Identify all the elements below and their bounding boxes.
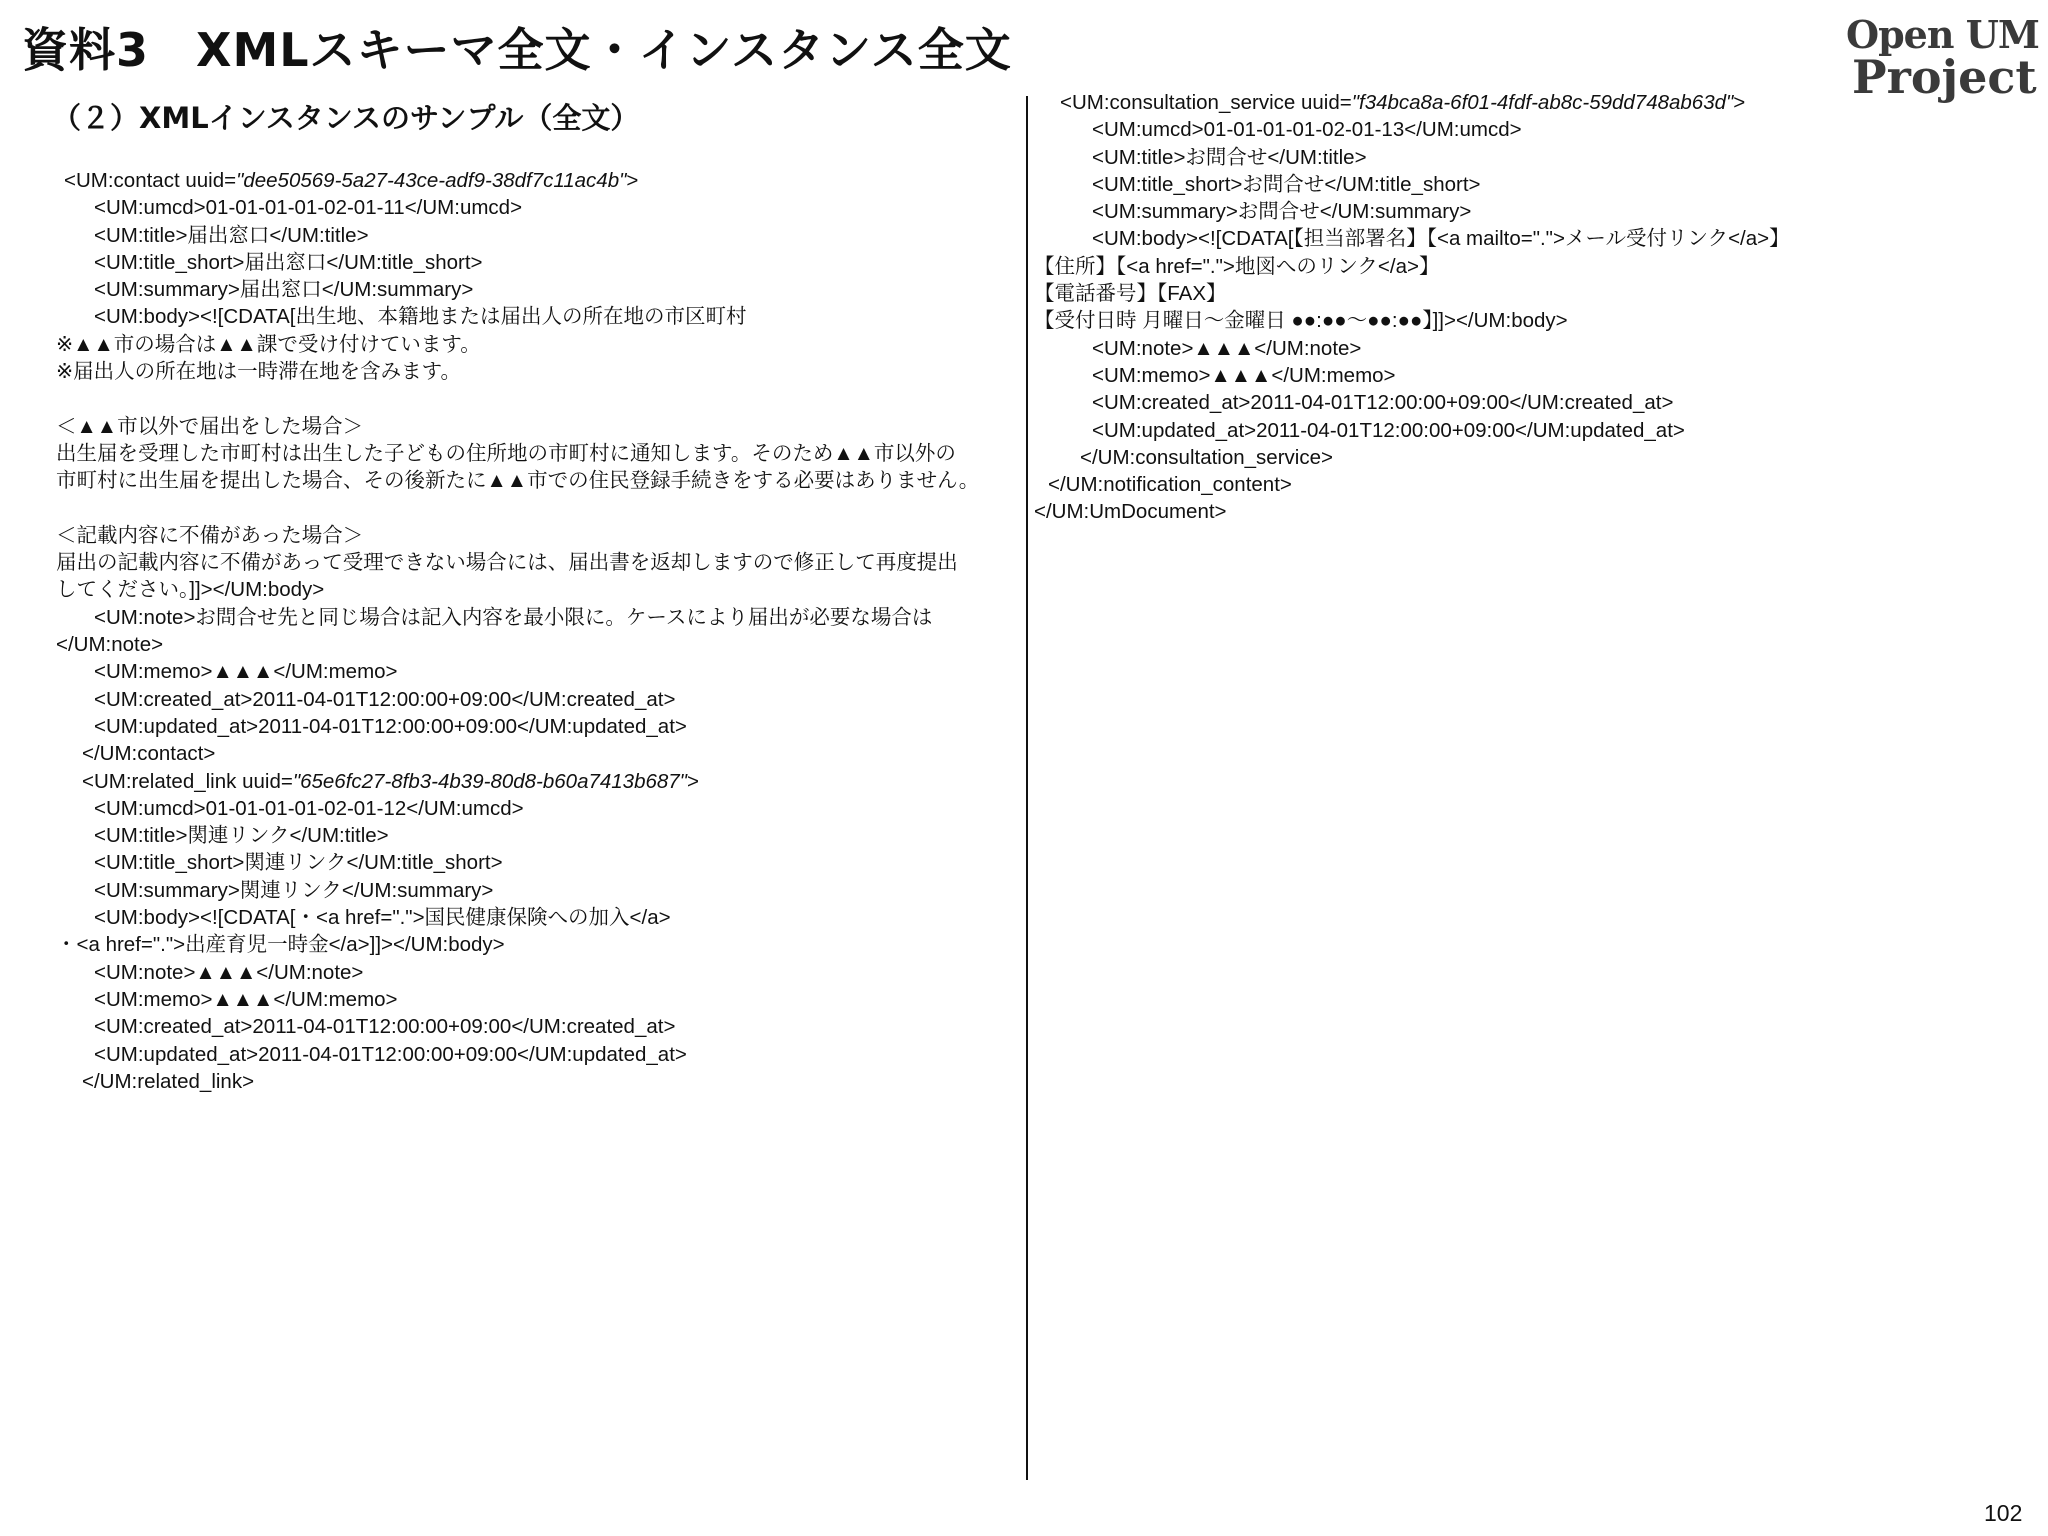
code-text: </UM:contact>: [82, 742, 216, 766]
code-line: [1034, 417, 1994, 444]
code-line: [56, 576, 1026, 603]
code-line: [56, 795, 1026, 822]
code-line: [1034, 171, 1994, 198]
code-line: [1034, 116, 1994, 143]
code-text: <UM:note>▲▲▲</UM:note>: [94, 960, 364, 984]
uuid-value: "65e6fc27-8fb3-4b39-80d8-b60a7413b687": [292, 769, 687, 793]
code-line: [56, 877, 1026, 904]
code-text: <UM:body><![CDATA[【担当部署名】【<a mailto=".">メール受付リンク</a>】: [1092, 227, 1790, 251]
code-line: [1034, 362, 1994, 389]
code-text: ＜▲▲市以外で届出をした場合＞: [56, 414, 364, 438]
code-text: <UM:body><![CDATA[・<a href=".">国民健康保険への加入</a>: [94, 906, 671, 930]
code-text: <UM:body><![CDATA[出生地、本籍地または届出人の所在地の市区町村: [94, 305, 747, 329]
code-line: [56, 249, 1026, 276]
tag-close: >: [686, 769, 699, 793]
code-text: 市町村に出生届を提出した場合、その後新たに▲▲市での住民登録手続きをする必要はありません。: [56, 469, 980, 493]
code-line: [56, 959, 1026, 986]
code-text: <UM:title_short>関連リンク</UM:title_short>: [94, 851, 503, 875]
column-divider: [1026, 96, 1028, 1480]
code-text: ※届出人の所在地は一時滞在地を含みます。: [56, 360, 462, 384]
code-text: </UM:note>: [56, 633, 164, 657]
code-line: [56, 1041, 1026, 1068]
code-text: <UM:updated_at>2011-04-01T12:00:00+09:00</UM:updated_at>: [94, 1042, 687, 1066]
code-text: <UM:title_short>届出窓口</UM:title_short>: [94, 250, 483, 274]
code-text: ※▲▲市の場合は▲▲課で受け付けています。: [56, 332, 481, 356]
code-line: [56, 1068, 1026, 1095]
code-text: </UM:notification_content>: [1048, 473, 1292, 497]
code-text: <UM:title_short>お問合せ</UM:title_short>: [1092, 172, 1481, 196]
code-text: <UM:updated_at>2011-04-01T12:00:00+09:00</UM:updated_at>: [1092, 418, 1685, 442]
code-text: <UM:umcd>01-01-01-01-02-01-11</UM:umcd>: [94, 196, 523, 220]
code-line: [1034, 144, 1994, 171]
code-line: [56, 222, 1026, 249]
code-line: [1034, 225, 1994, 252]
code-text: <UM:umcd>01-01-01-01-02-01-12</UM:umcd>: [94, 796, 524, 820]
code-text: <UM:consultation_service uuid=: [1060, 91, 1352, 114]
code-line: [56, 931, 1026, 958]
code-line: [56, 194, 1026, 221]
code-line: [56, 822, 1026, 849]
section-title: （２）XMLインスタンスのサンプル（全文）: [52, 101, 640, 135]
code-text: <UM:updated_at>2011-04-01T12:00:00+09:00</UM:updated_at>: [94, 714, 687, 738]
code-text: 出生届を受理した市町村は出生した子どもの住所地の市町村に通知します。そのため▲▲市以外の: [56, 441, 956, 465]
code-line: [56, 331, 1026, 358]
code-text: </UM:consultation_service>: [1080, 445, 1333, 469]
code-text: <UM:memo>▲▲▲</UM:memo>: [94, 660, 398, 684]
code-text: <UM:created_at>2011-04-01T12:00:00+09:00</UM:created_at>: [94, 1015, 676, 1039]
code-line: [56, 713, 1026, 740]
code-text: <UM:title>届出窓口</UM:title>: [94, 223, 369, 247]
code-line: [56, 631, 1026, 658]
code-text: <UM:related_link uuid=: [82, 769, 293, 793]
code-text: </UM:UmDocument>: [1034, 500, 1227, 524]
code-line: [1034, 389, 1994, 416]
page-title: 資料3 XMLスキーマ全文・インスタンス全文: [22, 23, 1012, 77]
code-text: ・<a href=".">出産育児一時金</a>]]></UM:body>: [56, 933, 505, 957]
code-text: <UM:summary>届出窓口</UM:summary>: [94, 278, 474, 302]
code-text: <UM:memo>▲▲▲</UM:memo>: [1092, 363, 1396, 387]
code-line: [56, 522, 1026, 549]
code-line: [1034, 280, 1994, 307]
code-line: [56, 768, 1026, 795]
code-text: 【電話番号】【FAX】: [1034, 282, 1227, 306]
code-line: [1034, 89, 1994, 116]
code-line: [56, 849, 1026, 876]
code-line: [56, 495, 1026, 522]
code-line: [1034, 335, 1994, 362]
code-text: <UM:title>関連リンク</UM:title>: [94, 824, 389, 848]
code-line: [56, 686, 1026, 713]
code-text: <UM:summary>お問合せ</UM:summary>: [1092, 200, 1472, 224]
page-number: 102: [1984, 1500, 2023, 1526]
code-text: <UM:note>お問合せ先と同じ場合は記入内容を最小限に。ケースにより届出が必要な場合は: [94, 605, 933, 629]
code-line: [56, 904, 1026, 931]
tag-close: >: [1733, 91, 1746, 114]
code-line: [56, 986, 1026, 1013]
xml-listing-left: [56, 167, 1026, 1095]
code-text: <UM:note>▲▲▲</UM:note>: [1092, 336, 1362, 360]
code-text: <UM:created_at>2011-04-01T12:00:00+09:00</UM:created_at>: [94, 687, 676, 711]
open-um-project-logo: [1846, 12, 2039, 104]
code-line: [56, 740, 1026, 767]
code-line: [56, 604, 1026, 631]
code-line: [1034, 444, 1994, 471]
code-line: [56, 1013, 1026, 1040]
code-line: [56, 276, 1026, 303]
code-line: [1034, 471, 1994, 498]
code-line: [1034, 498, 1994, 525]
code-line: [56, 358, 1026, 385]
code-text: <UM:summary>関連リンク</UM:summary>: [94, 878, 494, 902]
uuid-value: "dee50569-5a27-43ce-adf9-38df7c11ac4b": [236, 169, 627, 192]
code-line: [1034, 253, 1994, 280]
code-text: <UM:title>お問合せ</UM:title>: [1092, 145, 1367, 169]
code-line: [56, 167, 1026, 194]
code-line: [56, 549, 1026, 576]
code-text: 【住所】【<a href=".">地図へのリンク</a>】: [1034, 254, 1440, 278]
code-text: ＜記載内容に不備があった場合＞: [56, 523, 364, 547]
code-text: </UM:related_link>: [82, 1069, 255, 1093]
code-line: [1034, 198, 1994, 225]
logo-line-1: Open UM: [1846, 12, 2039, 57]
code-line: [1034, 307, 1994, 334]
logo-line-2: Project: [1852, 50, 2037, 104]
code-text: <UM:created_at>2011-04-01T12:00:00+09:00</UM:created_at>: [1092, 391, 1674, 415]
code-text: 届出の記載内容に不備があって受理できない場合には、届出書を返却しますので修正して再度提出: [56, 551, 958, 575]
code-line: [56, 467, 1026, 494]
code-line: [56, 440, 1026, 467]
code-text: 【受付日時 月曜日～金曜日 ●●:●●～●●:●●】]]></UM:body>: [1034, 309, 1568, 333]
code-text: してください。]]></UM:body>: [56, 578, 325, 602]
code-line: [56, 658, 1026, 685]
code-text: <UM:memo>▲▲▲</UM:memo>: [94, 987, 398, 1011]
code-line: [56, 413, 1026, 440]
code-text: <UM:contact uuid=: [64, 169, 237, 192]
code-line: [56, 303, 1026, 330]
xml-listing-right: [1034, 89, 1994, 526]
code-line: [56, 385, 1026, 412]
uuid-value: "f34bca8a-6f01-4fdf-ab8c-59dd748ab63d": [1351, 91, 1734, 114]
tag-close: >: [626, 169, 639, 192]
code-text: <UM:umcd>01-01-01-01-02-01-13</UM:umcd>: [1092, 118, 1522, 142]
